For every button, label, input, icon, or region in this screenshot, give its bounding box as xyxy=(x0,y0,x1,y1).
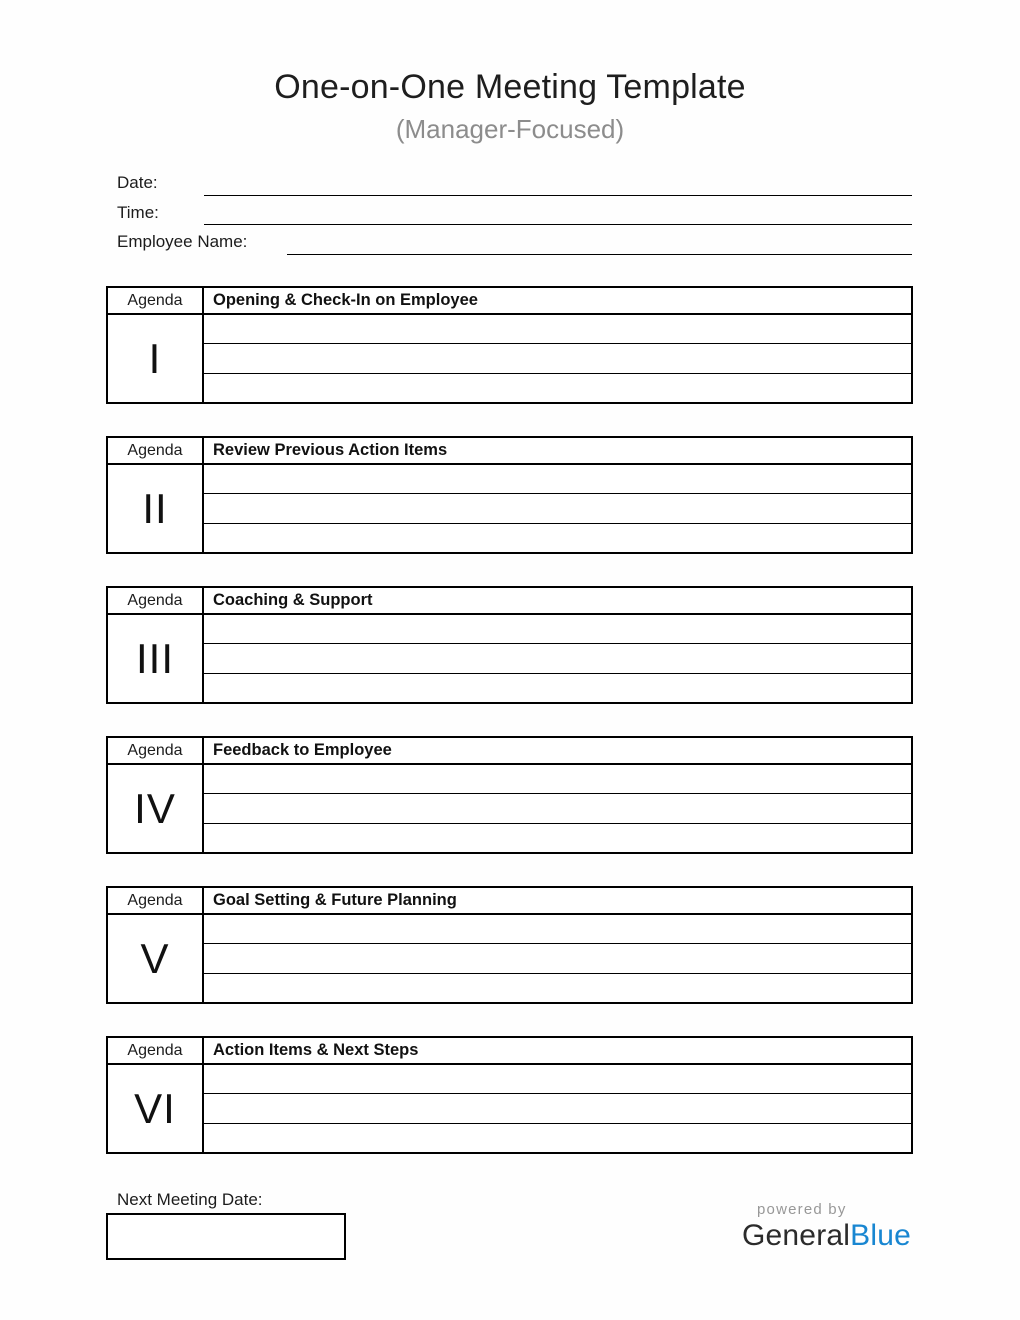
next-meeting-date-label: Next Meeting Date: xyxy=(117,1190,263,1209)
employee-name-field-line[interactable] xyxy=(287,254,912,255)
roman-numeral-2: II xyxy=(142,484,168,532)
section-title-4: Feedback to Employee xyxy=(204,738,911,765)
note-line[interactable] xyxy=(204,374,911,402)
agenda-column xyxy=(108,1038,204,1152)
note-line[interactable] xyxy=(204,765,911,794)
section-title-3: Coaching & Support xyxy=(204,588,911,615)
note-line[interactable] xyxy=(204,674,911,702)
note-line[interactable] xyxy=(204,944,911,973)
section-title-6: Action Items & Next Steps xyxy=(204,1038,911,1065)
note-line[interactable] xyxy=(204,794,911,823)
agenda-column xyxy=(108,588,204,702)
content-column xyxy=(204,888,911,1002)
note-line[interactable] xyxy=(204,494,911,523)
time-label: Time: xyxy=(117,203,159,222)
agenda-section-3 xyxy=(106,586,913,704)
agenda-header-label: Agenda xyxy=(108,588,202,615)
agenda-column xyxy=(108,438,204,552)
roman-numeral-6: VI xyxy=(134,1084,176,1132)
employee-name-label: Employee Name: xyxy=(117,232,248,251)
brand-general-text: General xyxy=(742,1219,851,1252)
agenda-section-6 xyxy=(106,1036,913,1154)
content-column xyxy=(204,438,911,552)
content-column xyxy=(204,588,911,702)
agenda-header-label: Agenda xyxy=(108,738,202,765)
note-line[interactable] xyxy=(204,615,911,644)
content-column xyxy=(204,1038,911,1152)
roman-numeral-5: V xyxy=(140,934,170,982)
roman-numeral-4: IV xyxy=(134,784,176,832)
note-line[interactable] xyxy=(204,1094,911,1123)
roman-numeral-1: I xyxy=(148,334,162,382)
next-meeting-date-box[interactable] xyxy=(106,1213,346,1260)
agenda-header-label: Agenda xyxy=(108,888,202,915)
agenda-column xyxy=(108,288,204,402)
roman-numeral-3: III xyxy=(135,634,174,682)
section-title-2: Review Previous Action Items xyxy=(204,438,911,465)
section-title-5: Goal Setting & Future Planning xyxy=(204,888,911,915)
note-line[interactable] xyxy=(204,1065,911,1094)
section-title-1: Opening & Check-In on Employee xyxy=(204,288,911,315)
date-label: Date: xyxy=(117,173,158,192)
agenda-column xyxy=(108,738,204,852)
note-line[interactable] xyxy=(204,824,911,852)
brand-wordmark xyxy=(742,1219,912,1253)
note-line[interactable] xyxy=(204,644,911,673)
note-line[interactable] xyxy=(204,524,911,552)
content-column xyxy=(204,738,911,852)
page-subtitle: (Manager-Focused) xyxy=(395,114,625,144)
agenda-header-label: Agenda xyxy=(108,1038,202,1065)
note-line[interactable] xyxy=(204,465,911,494)
note-line[interactable] xyxy=(204,915,911,944)
time-field-line[interactable] xyxy=(204,224,912,225)
agenda-header-label: Agenda xyxy=(108,438,202,465)
content-column xyxy=(204,288,911,402)
agenda-header-label: Agenda xyxy=(108,288,202,315)
agenda-section-1 xyxy=(106,286,913,404)
page-title: One-on-One Meeting Template xyxy=(274,68,746,106)
note-line[interactable] xyxy=(204,315,911,344)
brand-blue-text: Blue xyxy=(850,1219,911,1252)
agenda-section-4 xyxy=(106,736,913,854)
note-line[interactable] xyxy=(204,1124,911,1152)
general-blue-logo xyxy=(742,1201,912,1253)
agenda-section-2 xyxy=(106,436,913,554)
note-line[interactable] xyxy=(204,974,911,1002)
note-line[interactable] xyxy=(204,344,911,373)
agenda-column xyxy=(108,888,204,1002)
agenda-section-5 xyxy=(106,886,913,1004)
powered-by-label: powered by xyxy=(757,1201,847,1218)
date-field-line[interactable] xyxy=(204,195,912,196)
